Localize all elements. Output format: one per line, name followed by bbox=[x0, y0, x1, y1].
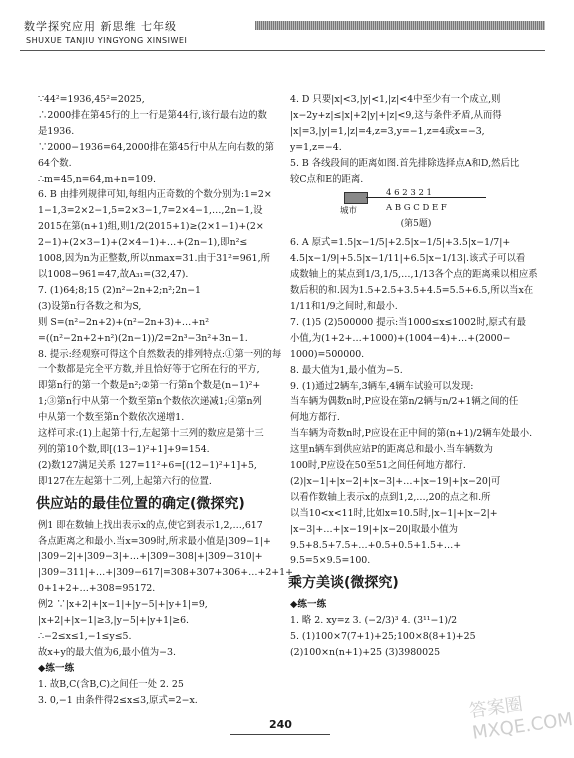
section-title-supply-station: 供应站的最佳位置的确定(微探究) bbox=[36, 495, 245, 512]
text-line: 100时,P应设在50至51之间任何地方都行. bbox=[290, 460, 466, 472]
text-line: 何地方都行. bbox=[290, 412, 340, 424]
text-line: |309−311|+…+|309−617|=308+307+306+…+2+1+ bbox=[38, 567, 293, 579]
text-line: 较C点和E的距离. bbox=[290, 173, 364, 185]
text-line: 小值,为(1+2+…+1000)+(1004−4)+…+(2000− bbox=[290, 332, 511, 344]
right-column bbox=[290, 92, 542, 661]
text-line: 例2 ∵|x+2|+|x−1|+|y−5|+|y+1|=9, bbox=[38, 599, 208, 611]
right-lines-b bbox=[290, 235, 542, 569]
text-line: ∵44²=1936,45²=2025, bbox=[38, 94, 145, 105]
page-number: 240 bbox=[269, 718, 292, 731]
text-line: 数后积的和.因为1.5+2.5+3.5+4.5=5.5+6.5,所以当x在 bbox=[290, 285, 534, 297]
header-rule bbox=[20, 50, 545, 51]
text-line: 6. A 原式=1.5|x−1/5|+2.5|x−1/5|+3.5|x−1/7|+ bbox=[290, 237, 511, 249]
text-line: 中从第一个数至第n个数依次递增1. bbox=[38, 412, 185, 424]
text-line: |x|=3,|y|=1,|z|=4,z=3,y=−1,z=4或x=−3, bbox=[290, 125, 485, 137]
figure-city-label: 城市 bbox=[340, 206, 358, 217]
text-line: 这样可求:(1)上起第十行,左起第十三列的数应是第十三 bbox=[38, 428, 264, 440]
text-line: 各点距离之和最小.当x=309时,所求最小值是|309−1|+ bbox=[38, 535, 271, 547]
text-line: 3. 0,−1 由条件得2≤x≤3,原式=2−x. bbox=[38, 694, 198, 706]
text-line: ∴m=45,n=64,m+n=109. bbox=[38, 173, 156, 185]
text-line: 2015在第(n+1)组,则1/2(2015+1)≥(2×1−1)+(2× bbox=[38, 221, 264, 233]
text-line: 即127在左起第十二列,上起第六行的位置. bbox=[38, 475, 212, 487]
figure-distances: 4 6 2 3 2 1 bbox=[386, 188, 432, 199]
text-line: 1−1,3=2×2−1,5=2×3−1,7=2×4−1,…,2n−1,设 bbox=[38, 205, 263, 217]
text-line: 64个数. bbox=[38, 157, 72, 169]
text-line: ∵2000−1936=64,2000排在第45行中从左向右数的第 bbox=[38, 141, 275, 153]
text-line: 当车辆为奇数n时,P应设在正中间的第(n+1)/2辆车处最小. bbox=[290, 428, 533, 440]
text-line: 故x+y的最大值为6,最小值为−3. bbox=[38, 646, 176, 658]
text-line: 1008,因为n为正整数,所以nmax=31.由于31²=961,所 bbox=[38, 253, 270, 265]
text-line: |x−3|+…+|x−19|+|x−20|取最小值为 bbox=[290, 523, 459, 535]
text-line: 9. (1)通过2辆车,3辆车,4辆车试验可以发现: bbox=[290, 380, 474, 392]
city-block bbox=[344, 192, 368, 204]
text-line: 7. (1)5 (2)500000 提示:当1000≤x≤1002时,原式有最 bbox=[290, 316, 527, 328]
left-column bbox=[36, 92, 293, 709]
text-line: 7. (1)64;8;15 (2)n²−2n+2;n²;2n−1 bbox=[38, 284, 202, 296]
figure-points: A B G C D E F bbox=[386, 203, 447, 214]
right-lines-a bbox=[290, 92, 542, 187]
text-line: 0+1+2+…+308=95172. bbox=[38, 583, 156, 595]
text-line: |x−2y+z|≤|x|+2|y|+|z|<9,这与条件矛盾,从而得 bbox=[290, 109, 502, 121]
text-line: 8. 最大值为1,最小值为−5. bbox=[290, 364, 403, 376]
left-lines-a bbox=[38, 92, 282, 490]
text-line: 8. 提示:经观察可得这个自然数表的排列特点:①第一列的每 bbox=[38, 348, 282, 360]
practice-label: ◆练一练 bbox=[290, 599, 327, 611]
page-header bbox=[20, 14, 545, 54]
text-line: 即第n行的第一个数是n²;②第一行第n个数是(n−1)²+ bbox=[38, 380, 261, 392]
book-title: 数学探究应用 新思维 七年级 bbox=[24, 20, 177, 33]
text-line: 成数轴上的某点到1/3,1/5,…,1/13各个点的距离乘以相应系 bbox=[290, 269, 538, 281]
text-line: |x+2|+|x−1|≥3,|y−5|+|y+1|≥6. bbox=[38, 615, 190, 627]
text-line: (3)设第n行各数之和为S, bbox=[38, 300, 142, 312]
text-line: 1000)=500000. bbox=[290, 348, 365, 360]
text-line: |309−2|+|309−3|+…+|309−308|+|309−310|+ bbox=[38, 551, 263, 563]
text-line: 9.5=5×9.5=100. bbox=[290, 555, 371, 567]
text-line: 2−1)+(2×3−1)+(2×4−1)+…+(2n−1),即n²≤ bbox=[38, 237, 248, 249]
text-line: 则 S=(n²−2n+2)+(n²−2n+3)+…+n² bbox=[38, 316, 209, 328]
figure-5 bbox=[290, 189, 542, 219]
text-line: 以1008−961=47,故A₃₁=(32,47). bbox=[38, 268, 189, 280]
text-line: 是1936. bbox=[38, 125, 75, 137]
page-number-rule bbox=[230, 734, 330, 735]
text-line: 列的第10个数,即[(13−1)²+1]+9=154. bbox=[38, 443, 210, 455]
text-line: 4. D 只要|x|<3,|y|<1,|z|<4中至少有一个成立,则 bbox=[290, 94, 501, 105]
text-line: ∴−2≤x≤1,−1≤y≤5. bbox=[38, 631, 132, 642]
text-line: 以当10<x<11时,比如x=10.5时,|x−1|+|x−2|+ bbox=[290, 507, 498, 519]
text-line: 当车辆为偶数n时,P应设在第n/2辆与n/2+1辆之间的任 bbox=[290, 396, 519, 408]
text-line: =((n²−2n+2+n²)(2n−1))/2=2n³−3n²+3n−1. bbox=[38, 332, 248, 344]
text-line: y=1,z=−4. bbox=[290, 141, 342, 153]
text-line: 4.5|x−1/9|+5.5|x−1/11|+6.5|x−1/13|.该式子可以看 bbox=[290, 253, 526, 265]
text-line: 6. B 由排列规律可知,每组内正奇数的个数分别为:1=2× bbox=[38, 189, 272, 201]
text-line: (2)数127满足关系 127=11²+6=[(12−1)²+1]+5, bbox=[38, 459, 257, 471]
text-line: 9.5+8.5+7.5+…+0.5+0.5+1.5+…+ bbox=[290, 539, 462, 551]
text-line: 1. 故B,C(含B,C)之间任一处 2. 25 bbox=[38, 678, 184, 690]
figure-caption: (第5题) bbox=[400, 219, 432, 230]
watermark: 答案圈 MXQE.COM bbox=[467, 693, 574, 744]
text-line: 1. 略 2. xy=z 3. (−2/3)³ 4. (3¹¹−1)/2 bbox=[290, 615, 458, 627]
right-lines-c bbox=[290, 613, 542, 661]
text-line: 以看作数轴上表示x的点到1,2,…,20的点之和.所 bbox=[290, 491, 491, 503]
left-lines-b bbox=[38, 518, 293, 661]
practice-label: ◆练一练 bbox=[38, 662, 75, 674]
book-pinyin: SHUXUE TANJIU YINGYONG XINSIWEI bbox=[26, 36, 188, 45]
text-line: 1;③第n行中从第一个数至第n个数依次递减1;④第n列 bbox=[38, 396, 262, 408]
text-line: 例1 即在数轴上找出表示x的点,使它到表示1,2,…,617 bbox=[38, 519, 263, 531]
left-lines-c bbox=[38, 677, 282, 709]
header-band bbox=[255, 21, 545, 30]
text-line: (2)100×n(n+1)+25 (3)3980025 bbox=[290, 647, 441, 659]
section-title-powers: 乘方美谈(微探究) bbox=[288, 575, 399, 592]
text-line: 这里n辆车到供应站P的距离总和最小.当车辆数为 bbox=[290, 444, 493, 456]
text-line: 5. (1)100×7(7+1)+25;100×8(8+1)+25 bbox=[290, 631, 476, 643]
text-line: 5. B 各线段间的距离如图.首先排除选择点A和D,然后比 bbox=[290, 157, 520, 169]
text-line: ∴2000排在第45行的上一行是第44行,该行最右边的数 bbox=[38, 109, 267, 121]
text-line: 一个数都是完全平方数,并且恰好等于它所在行的平方, bbox=[38, 364, 260, 376]
text-line: 1/11和1/9之间时,和最小. bbox=[290, 300, 398, 312]
text-line: (2)|x−1|+|x−2|+|x−3|+…+|x−19|+|x−20|可 bbox=[290, 475, 501, 487]
